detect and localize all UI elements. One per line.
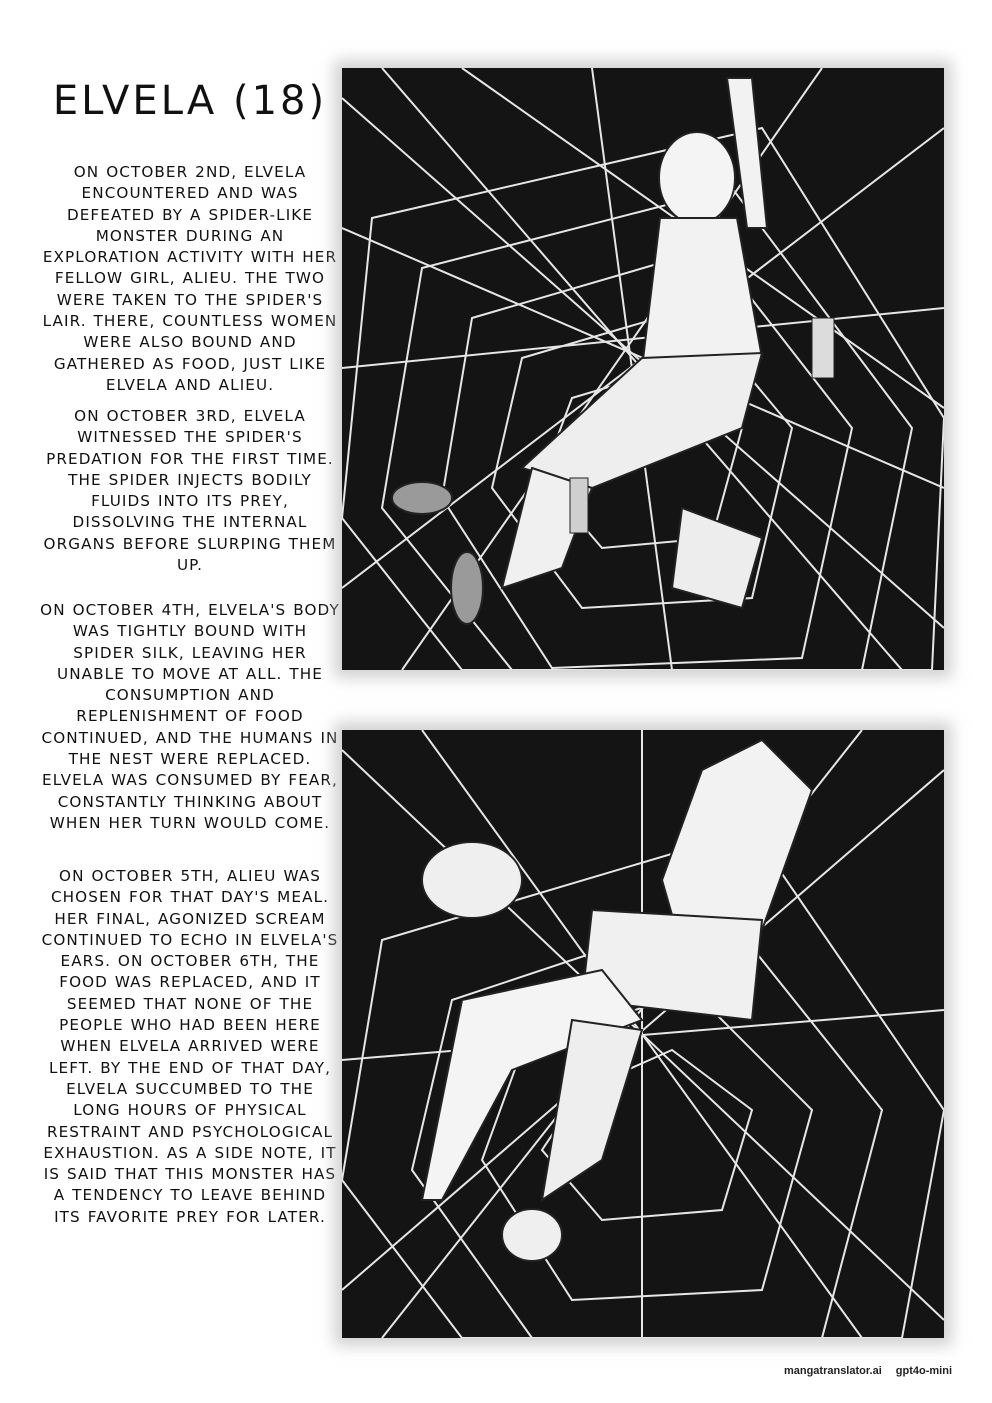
page-title: ELVELA (18) bbox=[52, 78, 328, 124]
translator-site-label: mangatranslator.ai bbox=[783, 1365, 882, 1377]
comic-panel-bound-girl bbox=[342, 68, 944, 670]
narration-paragraph-3: ON OCTOBER 4TH, ELVELA'S BODY WAS TIGHTLY BOUND WITH SPIDER SILK, LEAVING HER UNABLE TO MOVE AT ALL. THE CONSUMPTION AND REPLENISHMENT OF FOOD CONTINUED, AND THE HUMANS IN THE NEST WERE REPLACED. ELVELA WAS CONSUMED BY FEAR, CONSTANTLY THINKING ABOUT WHEN HER TURN WOULD COME. bbox=[40, 601, 340, 832]
narration-paragraph-2: ON OCTOBER 3RD, ELVELA WITNESSED THE SPIDER'S PREDATION FOR THE FIRST TIME. THE SPIDER INJECTS BODILY FLUIDS INTO ITS PREY, DISSOLVING THE INTERNAL ORGANS BEFORE SLURPING THEM UP. bbox=[43, 407, 337, 575]
narration-paragraph-1: ON OCTOBER 2ND, ELVELA ENCOUNTERED AND WAS DEFEATED BY A SPIDER-LIKE MONSTER DURING AN EXPLORATION ACTIVITY WITH HER FELLOW GIRL, ALIEU. THE TWO WERE TAKEN TO THE SPIDER'S LAIR. THERE, COUNTLESS WOMEN WERE ALSO BOUND AND GATHERED AS FOOD, JUST LIKE ELVELA AND ALIEU. bbox=[42, 163, 338, 394]
model-label: gpt4o-mini bbox=[895, 1365, 952, 1377]
spider-web-illustration-2 bbox=[342, 730, 944, 1338]
comic-panel-cocooned-girl bbox=[342, 730, 944, 1338]
spider-web-illustration-1 bbox=[342, 68, 944, 670]
text-column bbox=[40, 70, 340, 1226]
footer-credits bbox=[784, 1365, 952, 1377]
narration-paragraph-4: ON OCTOBER 5TH, ALIEU WAS CHOSEN FOR THAT DAY'S MEAL. HER FINAL, AGONIZED SCREAM CONTINUED TO ECHO IN ELVELA'S EARS. ON OCTOBER 6TH, THE FOOD WAS REPLACED, AND IT SEEMED THAT NONE OF THE PEOPLE WHO HAD BEEN HERE WHEN ELVELA ARRIVED WERE LEFT. BY THE END OF THAT DAY, ELVELA SUCCUMBED TO THE LONG HOURS OF PHYSICAL RESTRAINT AND PSYCHOLOGICAL EXHAUSTION. AS A SIDE NOTE, IT IS SAID THAT THIS MONSTER HAS A TENDENCY TO LEAVE BEHIND ITS FAVORITE PREY FOR LATER. bbox=[41, 867, 339, 1226]
